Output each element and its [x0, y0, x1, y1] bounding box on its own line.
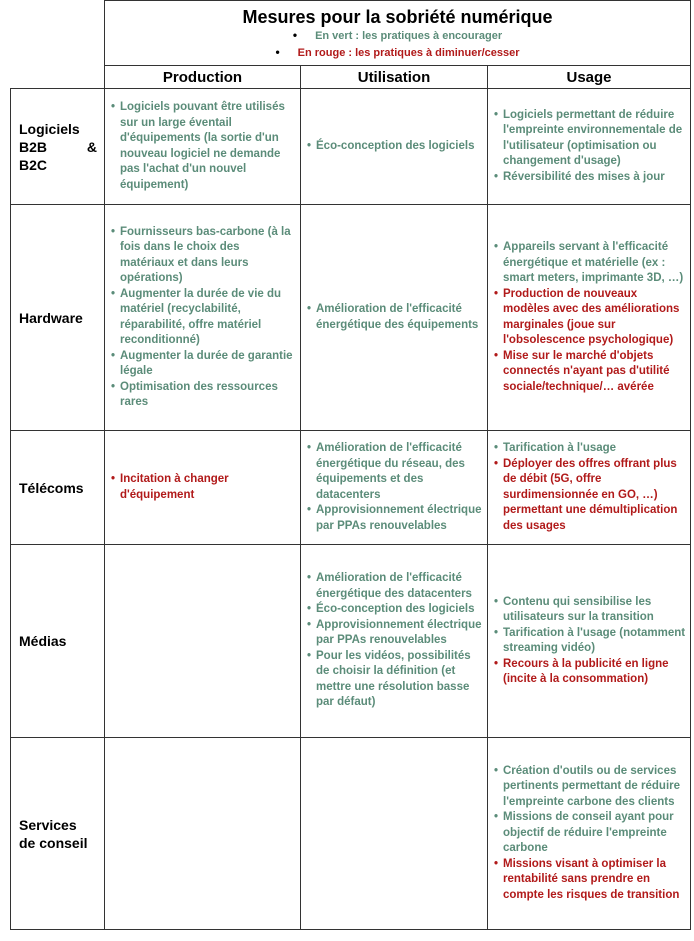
list-item: • Éco-conception des logiciels — [307, 602, 483, 618]
list-item: • Pour les vidéos, possibilités de choisir la définition (et mettre une résolution basse par défaut) — [307, 649, 483, 711]
row-header-medias: Médias — [11, 545, 105, 738]
list-item: • Optimisation des ressources rares — [111, 380, 296, 411]
cell-production — [105, 545, 301, 738]
row-header-services: Services de conseil — [11, 738, 105, 930]
table-row — [11, 431, 691, 545]
list-item: • Contenu qui sensibilise les utilisateurs sur la transition — [494, 595, 686, 626]
empty-corner — [11, 1, 105, 66]
cell-usage — [488, 738, 691, 930]
legend-red: • En rouge : les pratiques à diminuer/cesser — [275, 45, 520, 59]
list-item: • Déployer des offres offrant plus de débit (5G, offre surdimensionnée en GO, …) permettant une démultiplication des usages — [494, 457, 686, 535]
list-item: • Recours à la publicité en ligne (incite à la consommation) — [494, 657, 686, 688]
list-item: • Approvisionnement électrique par PPAs renouvelables — [307, 618, 483, 649]
list-item: • Incitation à changer d'équipement — [111, 472, 296, 503]
cell-production — [105, 431, 301, 545]
empty-corner-2 — [11, 66, 105, 89]
sobriety-table — [10, 0, 691, 930]
list-item: • Mise sur le marché d'objets connectés n'ayant pas d'utilité sociale/technique/… avérée — [494, 349, 686, 396]
table-title: Mesures pour la sobriété numérique — [242, 7, 553, 27]
table-row — [11, 205, 691, 431]
column-header-production: Production — [105, 66, 301, 89]
cell-production — [105, 205, 301, 431]
row-header-hardware: Hardware — [11, 205, 105, 431]
list-item: • Production de nouveaux modèles avec des améliorations marginales (joue sur l'obsolescence psychologique) — [494, 287, 686, 349]
column-header-utilisation: Utilisation — [301, 66, 488, 89]
list-item: • Logiciels permettant de réduire l'empreinte environnementale de l'utilisateur (optimisation ou changement d'usage) — [494, 108, 686, 170]
cell-utilisation — [301, 545, 488, 738]
table-row — [11, 738, 691, 930]
cell-utilisation — [301, 205, 488, 431]
list-item: • Tarification à l'usage (notamment streaming vidéo) — [494, 626, 686, 657]
row-header-logiciels: Logiciels B2B & B2C — [11, 89, 105, 205]
list-item: • Amélioration de l'efficacité énergétique des équipements — [307, 302, 483, 333]
cell-utilisation — [301, 431, 488, 545]
table-row — [11, 545, 691, 738]
cell-usage — [488, 431, 691, 545]
cell-utilisation — [301, 738, 488, 930]
table-row — [11, 89, 691, 205]
list-item: • Éco-conception des logiciels — [307, 139, 483, 155]
list-item: • Tarification à l'usage — [494, 441, 686, 457]
column-header-usage: Usage — [488, 66, 691, 89]
cell-usage — [488, 545, 691, 738]
cell-utilisation — [301, 89, 488, 205]
cell-usage — [488, 205, 691, 431]
list-item: • Création d'outils ou de services pertinents permettant de réduire l'empreinte carbone des clients — [494, 764, 686, 811]
title-cell — [105, 1, 691, 66]
list-item: • Amélioration de l'efficacité énergétique du réseau, des équipements et des datacenters — [307, 441, 483, 503]
cell-production — [105, 89, 301, 205]
list-item: • Missions visant à optimiser la rentabilité sans prendre en compte les risques de transition — [494, 857, 686, 904]
cell-usage — [488, 89, 691, 205]
list-item: • Fournisseurs bas-carbone (à la fois dans le choix des matériaux et dans leurs opérations) — [111, 225, 296, 287]
cell-production — [105, 738, 301, 930]
list-item: • Missions de conseil ayant pour objectif de réduire l'empreinte carbone — [494, 810, 686, 857]
list-item: • Amélioration de l'efficacité énergétique des datacenters — [307, 571, 483, 602]
row-header-telecoms: Télécoms — [11, 431, 105, 545]
list-item: • Augmenter la durée de vie du matériel (recyclabilité, réparabilité, offre matériel reconditionné) — [111, 287, 296, 349]
list-item: • Appareils servant à l'efficacité énergétique et matérielle (ex : smart meters, imprimante 3D, …) — [494, 240, 686, 287]
list-item: • Réversibilité des mises à jour — [494, 170, 686, 186]
legend-green: • En vert : les pratiques à encourager — [292, 28, 503, 42]
list-item: • Augmenter la durée de garantie légale — [111, 349, 296, 380]
list-item: • Approvisionnement électrique par PPAs renouvelables — [307, 503, 483, 534]
list-item: • Logiciels pouvant être utilisés sur un large éventail d'équipements (la sortie d'un nouveau logiciel ne demande pas l'achat d'un nouvel équipement) — [111, 100, 296, 193]
